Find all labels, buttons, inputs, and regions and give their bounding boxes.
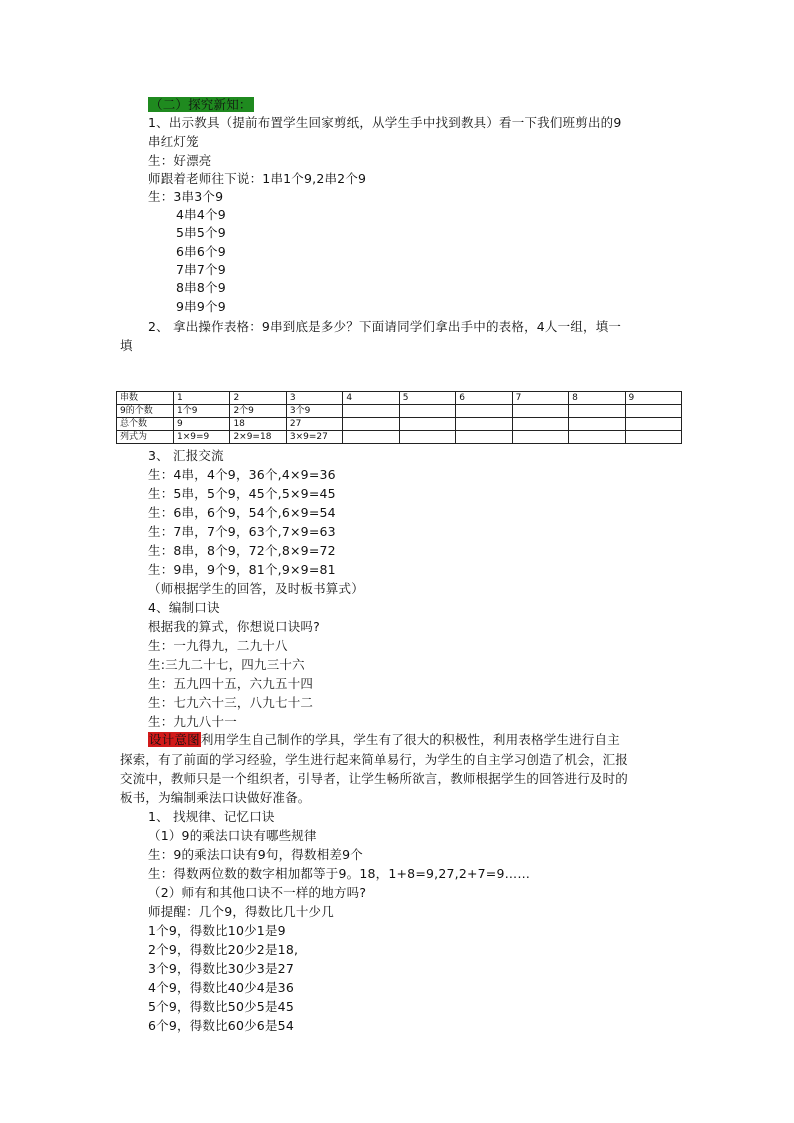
table-cell: 2×9=18: [230, 431, 286, 444]
table-cell: [399, 431, 455, 444]
text-line: 生：6串，6个9，54个,6×9=54: [148, 505, 336, 520]
text-line: 1、 找规律、记忆口诀: [148, 809, 275, 824]
text-line: （1）9的乘法口诀有哪些规律: [148, 828, 317, 843]
text-line: 4个9，得数比40少4是36: [148, 980, 294, 995]
table-cell: 7: [512, 392, 568, 405]
design-intent-line: [148, 731, 620, 749]
text-line: 生：好漂亮: [148, 153, 212, 168]
text-line: 2、 拿出操作表格：9串到底是多少？下面请同学们拿出手中的表格，4人一组，填一: [148, 319, 622, 334]
table-cell: 1×9=9: [174, 431, 230, 444]
table-cell: 2: [230, 392, 286, 405]
text-line: 生：九九八十一: [148, 714, 237, 729]
table-row: [117, 418, 682, 431]
table-cell: [343, 405, 399, 418]
table-cell: 列式为: [117, 431, 174, 444]
table-cell: [456, 431, 512, 444]
table-cell: 1: [174, 392, 230, 405]
text-line: 生：5串，5个9，45个,5×9=45: [148, 486, 336, 501]
table-row: [117, 405, 682, 418]
table-cell: 1个9: [174, 405, 230, 418]
table-cell: [343, 418, 399, 431]
text-line: 生：4串，4个9，36个,4×9=36: [148, 467, 336, 482]
design-intent-text: 利用学生自己制作的学具，学生有了很大的积极性，利用表格学生进行自主: [200, 732, 620, 747]
text-line: （师根据学生的回答，及时板书算式）: [148, 581, 364, 596]
text-line: 生：3串3个9: [148, 189, 224, 204]
table-cell: [399, 418, 455, 431]
table-cell: [569, 418, 625, 431]
table-cell: 3: [286, 392, 342, 405]
table-cell: [625, 431, 682, 444]
table-cell: 2个9: [230, 405, 286, 418]
text-line: 3个9，得数比30少3是27: [148, 961, 294, 976]
table-cell: 3×9=27: [286, 431, 342, 444]
text-line: 师提醒：几个9，得数比几十少几: [148, 904, 334, 919]
operation-table: [116, 391, 682, 444]
table-cell: 3个9: [286, 405, 342, 418]
text-line: （2）师有和其他口诀不一样的地方吗?: [148, 885, 367, 900]
text-line: 1个9，得数比10少1是9: [148, 923, 286, 938]
table-cell: [625, 418, 682, 431]
text-line: 探索，有了前面的学习经验，学生进行起来简单易行，为学生的自主学习创造了机会，汇报: [120, 752, 629, 767]
text-line: 3、 汇报交流: [148, 448, 224, 463]
design-intent-label: 设计意图: [149, 732, 200, 747]
text-line: 6串6个9: [176, 244, 226, 259]
table-cell: 总个数: [117, 418, 174, 431]
table-cell: [512, 431, 568, 444]
table-cell: 9: [625, 392, 682, 405]
table-cell: [456, 405, 512, 418]
text-line: 6个9，得数比60少6是54: [148, 1018, 294, 1033]
text-line: 5串5个9: [176, 225, 226, 240]
table-cell: 9的个数: [117, 405, 174, 418]
text-line: 交流中，教师只是一个组织者，引导者，让学生畅所欲言，教师根据学生的回答进行及时的: [120, 771, 629, 786]
table-cell: [343, 431, 399, 444]
text-line: 板书，为编制乘法口诀做好准备。: [120, 790, 311, 805]
text-line: 生：9的乘法口诀有9句，得数相差9个: [148, 847, 363, 862]
text-line: 生:三九二十七，四九三十六: [148, 657, 305, 672]
table-cell: 9: [174, 418, 230, 431]
section-title: [148, 96, 254, 114]
text-line: 生：得数两位数的数字相加都等于9。18，1+8=9,27,2+7=9……: [148, 866, 531, 881]
table-cell: [399, 405, 455, 418]
table-cell: [456, 418, 512, 431]
text-line: 生：七九六十三，八九七十二: [148, 695, 314, 710]
text-line: 根据我的算式，你想说口诀吗?: [148, 619, 320, 634]
table-cell: [569, 405, 625, 418]
text-line: 生：7串，7个9，63个,7×9=63: [148, 524, 336, 539]
table-cell: 4: [343, 392, 399, 405]
text-line: 生：8串，8个9，72个,8×9=72: [148, 543, 336, 558]
text-line: 4串4个9: [176, 207, 226, 222]
table-cell: 串数: [117, 392, 174, 405]
table-row: [117, 392, 682, 405]
text-line: 生：五九四十五，六九五十四: [148, 676, 314, 691]
text-line: 1、出示教具（提前布置学生回家剪纸，从学生手中找到教具）看一下我们班剪出的9: [148, 115, 622, 130]
text-line: 2个9，得数比20少2是18,: [148, 942, 299, 957]
text-line: 4、编制口诀: [148, 600, 220, 615]
text-line: 串红灯笼: [148, 134, 199, 149]
table-cell: 8: [569, 392, 625, 405]
text-line: 生：一九得九，二九十八: [148, 638, 288, 653]
table-cell: [512, 418, 568, 431]
table-cell: 6: [456, 392, 512, 405]
text-line: 师跟着老师往下说：1串1个9,2串2个9: [148, 171, 367, 186]
table-cell: [569, 431, 625, 444]
table-row: [117, 431, 682, 444]
text-line: 8串8个9: [176, 280, 226, 295]
text-line: 7串7个9: [176, 262, 226, 277]
text-line: 9串9个9: [176, 299, 226, 314]
table-cell: 27: [286, 418, 342, 431]
section-title-highlight: （二）探究新知：: [150, 97, 252, 112]
table-cell: [625, 405, 682, 418]
text-line: 生：9串，9个9，81个,9×9=81: [148, 562, 336, 577]
table-cell: 18: [230, 418, 286, 431]
table-cell: [512, 405, 568, 418]
text-line: 填: [120, 338, 133, 353]
text-line: 5个9，得数比50少5是45: [148, 999, 294, 1014]
table-cell: 5: [399, 392, 455, 405]
